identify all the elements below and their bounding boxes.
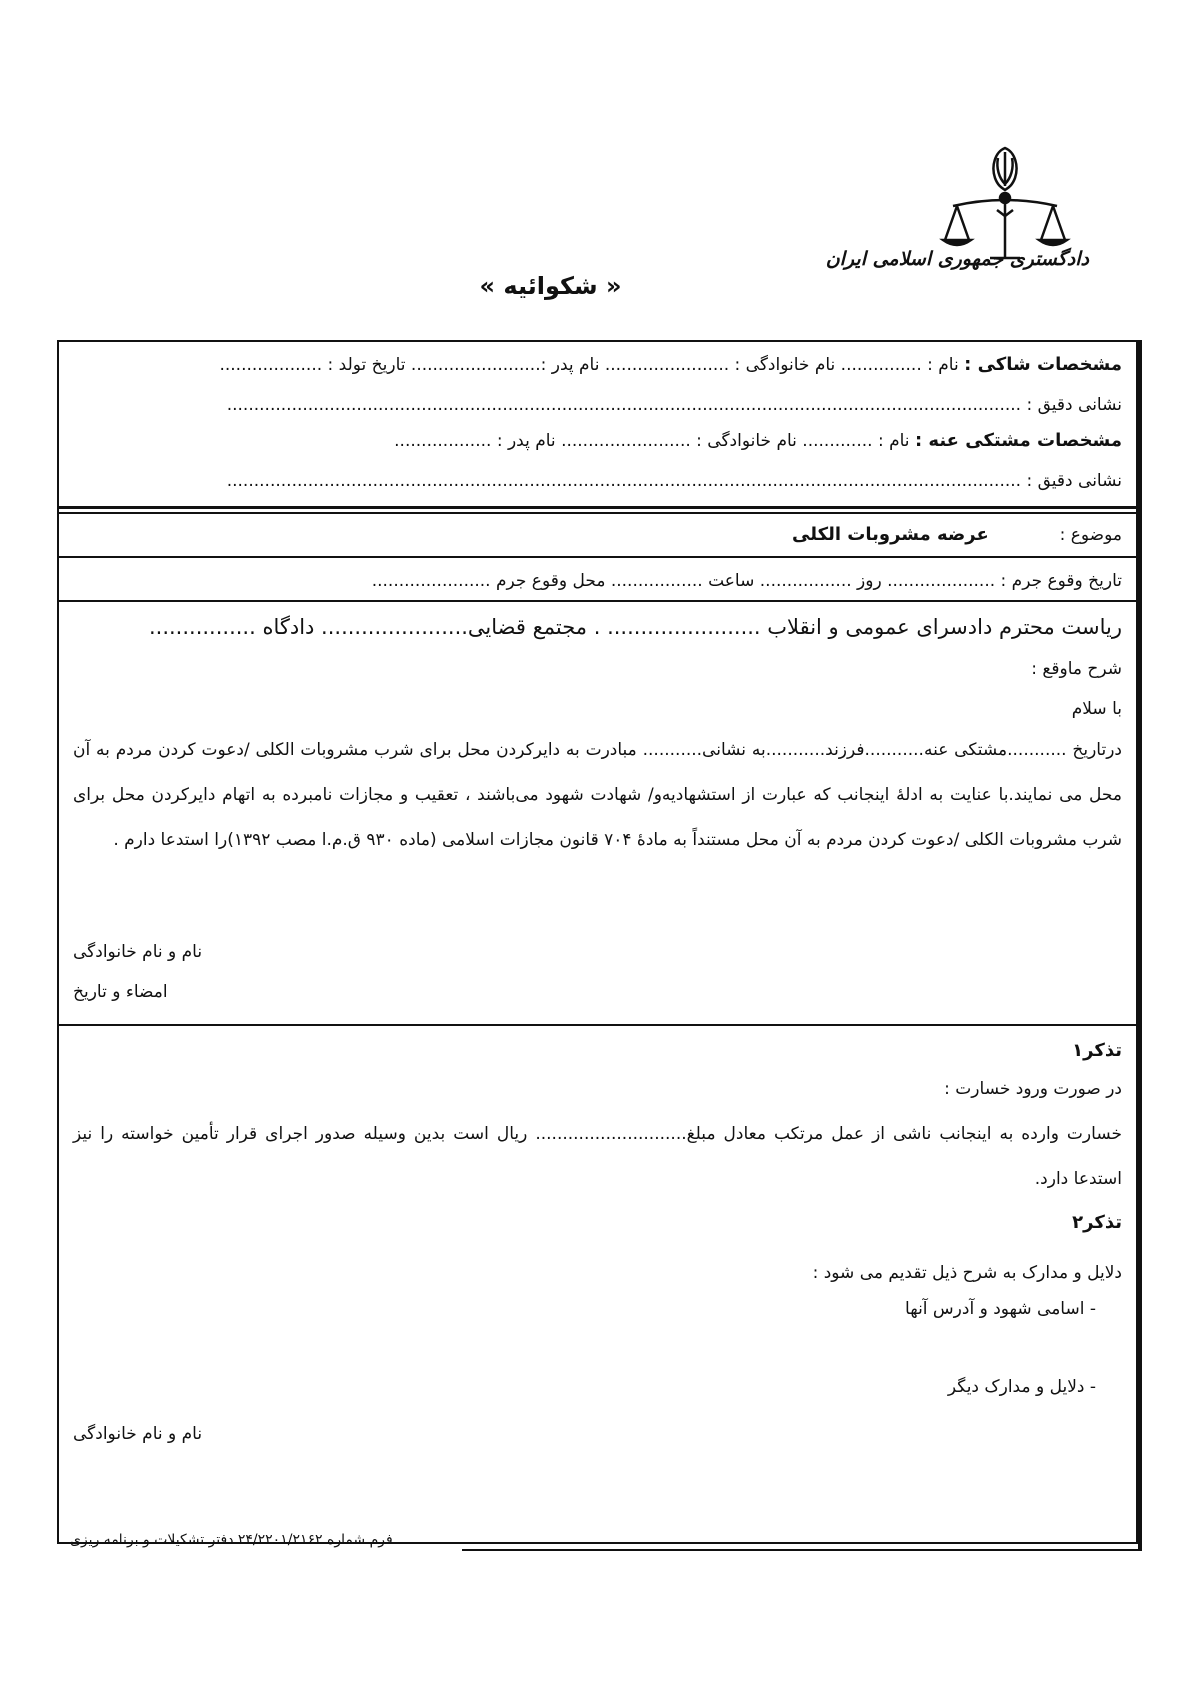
document-title-text: « شکوائیه » (479, 272, 622, 300)
accused-row (73, 430, 1122, 452)
subject-label: موضوع : (1059, 525, 1122, 545)
evidence-item-witnesses: - اسامی شهود و آدرس آنها (905, 1299, 1096, 1319)
footer-line (462, 1549, 1142, 1551)
signature-date-label: امضاء و تاریخ (73, 982, 168, 1002)
signer-name-label: نام و نام خانوادگی (73, 942, 203, 962)
evidence-item-other: - دلایل و مدارک دیگر (947, 1377, 1096, 1397)
form-number: فرم شماره ۲۴/۲۲۰۱/۲۱۶۲ دفتر تشکیلات و برنامه ریزی (70, 1532, 393, 1548)
addressee: ریاست محترم دادسرای عمومی و انقلاب ....................... . مجتمع قضایی...................... دادگاه ................ (148, 615, 1122, 639)
accused-fields: نام : ............. نام خانوادگی : ........................ نام پدر : .................. (394, 431, 910, 451)
note1-text: خسارت وارده به اینجانب ناشی از عمل مرتکب معادل مبلغ............................ ریال است بدین وسیله صدور اجرای قرار تأمین خواسته را نیز استدعا دارد. (73, 1124, 1122, 1189)
note2-intro: دلایل و مدارک به شرح ذیل تقدیم می شود : (812, 1263, 1122, 1283)
judiciary-name: دادگستری جمهوری اسلامی ایران (825, 248, 1089, 270)
complainant-label: مشخصات شاکی : (964, 354, 1122, 375)
subject-value: عرضه مشروبات الکلی (792, 524, 989, 545)
note1-title: تذکر۱ (1072, 1040, 1122, 1061)
note2-name-label: نام و نام خانوادگی (73, 1424, 203, 1444)
form-frame (57, 340, 1138, 1544)
divider (59, 556, 1136, 558)
greeting: با سلام (1071, 699, 1122, 719)
frame-edge (1138, 340, 1142, 1550)
accused-address: نشانی دقیق : ................................................................................................................................................... (226, 471, 1122, 491)
complainant-fields: نام : ............... نام خانوادگی : ....................... نام پدر :........................ تاریخ تولد : ................... (219, 355, 959, 375)
complaint-paragraph: درتاریخ ...........مشتکی عنه...........فرزند...........به نشانی........... مبادرت به دایرکردن محل برای شرب مشروبات الکلی /دعوت کردن مردم به آن محل می نمایند.با عنایت به ادلۀ اینجانب که عبارت از استشهادیه‌و/ شهادت شهود می‌باشند ، تعقیب و مجازات نامبرده به اتهام دایرکردن محل برای شرب مشروبات الکلی /دعوت کردن مردم به آن محل مستنداً به مادۀ ۷۰۴ قانون مجازات اسلامی (ماده ۹۳۰ ق.م.ا مصب ۱۳۹۲)را استدعا دارم . (73, 740, 1122, 850)
subject-row (73, 524, 1122, 546)
document-title (0, 272, 1191, 300)
accused-label: مشخصات مشتکی عنه : (914, 430, 1122, 451)
divider (59, 1024, 1136, 1026)
divider (59, 512, 1136, 514)
description-label: شرح ماوقع : (1031, 659, 1122, 679)
complainant-row (73, 354, 1122, 376)
note1-condition: در صورت ورود خسارت : (944, 1079, 1122, 1099)
divider (59, 600, 1136, 602)
note2-title: تذکر۲ (1072, 1212, 1122, 1233)
divider (59, 506, 1136, 509)
crime-info: تاریخ وقوع جرم : .................... روز ................. ساعت ................. محل وقوع جرم ...................... (371, 571, 1122, 591)
complainant-address: نشانی دقیق : ................................................................................................................................................... (226, 395, 1122, 415)
